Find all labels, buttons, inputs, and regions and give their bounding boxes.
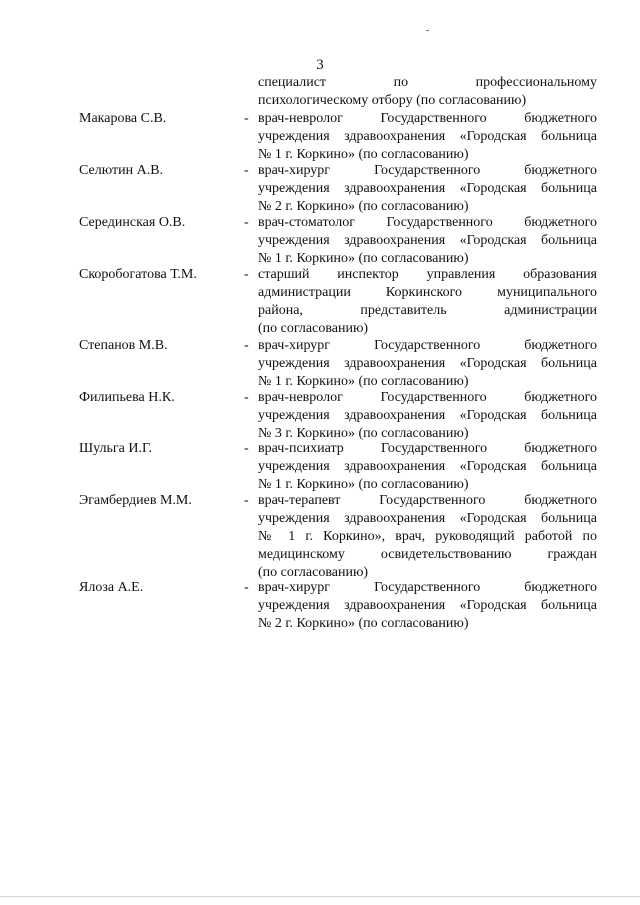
member-name: Макарова С.В.	[79, 111, 167, 126]
intro-description	[258, 74, 597, 110]
dash-separator: -	[244, 493, 249, 508]
member-position	[258, 266, 597, 338]
position-line: врач-невролог Государственного бюджетного	[258, 390, 597, 405]
position-line: № 2 г. Коркино» (по согласованию)	[258, 616, 469, 631]
position-line: медицинскому освидетельствованию граждан	[258, 547, 597, 562]
position-line: учреждения здравоохранения «Городская больница	[258, 511, 597, 526]
position-line: (по согласованию)	[258, 321, 369, 336]
position-line: учреждения здравоохранения «Городская больница	[258, 598, 597, 613]
member-position	[258, 162, 597, 216]
member-name: Ялоза А.Е.	[79, 580, 144, 595]
position-line: № 1 г. Коркино» (по согласованию)	[258, 477, 469, 492]
intro-line: психологическому отбору (по согласованию)	[258, 93, 527, 108]
position-line: учреждения здравоохранения «Городская больница	[258, 356, 597, 371]
position-line: района, представитель администрации	[258, 303, 597, 318]
position-line: № 3 г. Коркино» (по согласованию)	[258, 426, 469, 441]
position-line: врач-хирург Государственного бюджетного	[258, 163, 597, 178]
member-name: Филипьева Н.К.	[79, 390, 175, 405]
member-name: Селютин А.В.	[79, 163, 164, 178]
intro-line: специалист по профессиональному	[258, 75, 597, 90]
member-position	[258, 492, 597, 582]
page-number: 3	[316, 57, 324, 73]
member-position	[258, 337, 597, 391]
member-name: Степанов М.В.	[79, 338, 168, 353]
position-line: учреждения здравоохранения «Городская больница	[258, 129, 597, 144]
member-position	[258, 389, 597, 443]
position-line: врач-хирург Государственного бюджетного	[258, 580, 597, 595]
dash-separator: -	[244, 267, 249, 282]
dash-separator: -	[244, 338, 249, 353]
page-edge-line	[0, 896, 640, 897]
dash-separator: -	[244, 215, 249, 230]
member-name: Шульга И.Г.	[79, 441, 152, 456]
position-line: старший инспектор управления образования	[258, 267, 597, 282]
position-line: (по согласованию)	[258, 565, 369, 580]
position-line: № 2 г. Коркино» (по согласованию)	[258, 199, 469, 214]
member-name: Эгамбердиев М.М.	[79, 493, 192, 508]
dash-separator: -	[244, 441, 249, 456]
position-line: врач-психиатр Государственного бюджетного	[258, 441, 597, 456]
position-line: учреждения здравоохранения «Городская больница	[258, 181, 597, 196]
position-line: врач-хирург Государственного бюджетного	[258, 338, 597, 353]
dash-separator: -	[244, 111, 249, 126]
position-line: учреждения здравоохранения «Городская больница	[258, 233, 597, 248]
dash-separator: -	[244, 163, 249, 178]
position-line: № 1 г. Коркино» (по согласованию)	[258, 147, 469, 162]
position-line: № 1 г. Коркино», врач, руководящий работой по	[258, 529, 597, 544]
position-line: учреждения здравоохранения «Городская больница	[258, 408, 597, 423]
member-name: Серединская О.В.	[79, 215, 186, 230]
member-position	[258, 214, 597, 268]
position-line: № 1 г. Коркино» (по согласованию)	[258, 251, 469, 266]
scan-artifact	[426, 30, 429, 31]
member-position	[258, 440, 597, 494]
position-line: № 1 г. Коркино» (по согласованию)	[258, 374, 469, 389]
member-name: Скоробогатова Т.М.	[79, 267, 197, 282]
dash-separator: -	[244, 390, 249, 405]
position-line: учреждения здравоохранения «Городская больница	[258, 459, 597, 474]
position-line: врач-стоматолог Государственного бюджетного	[258, 215, 597, 230]
position-line: администрации Коркинского муниципального	[258, 285, 597, 300]
member-position	[258, 579, 597, 633]
position-line: врач-терапевт Государственного бюджетного	[258, 493, 597, 508]
position-line: врач-невролог Государственного бюджетного	[258, 111, 597, 126]
member-position	[258, 110, 597, 164]
dash-separator: -	[244, 580, 249, 595]
